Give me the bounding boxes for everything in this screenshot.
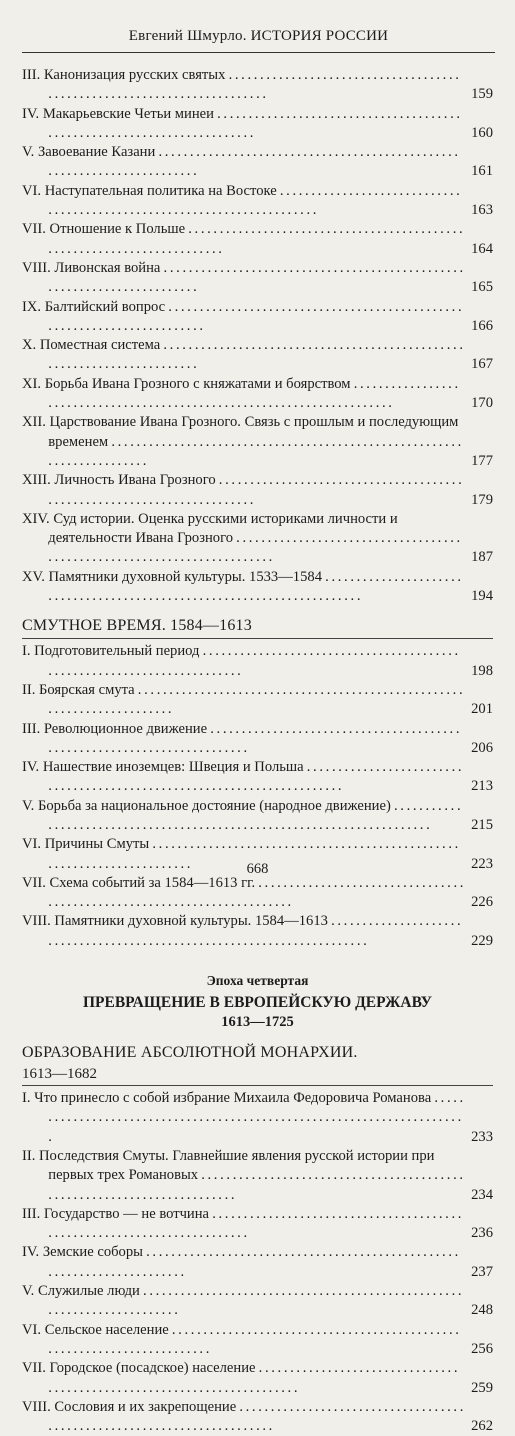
table-of-contents [22,66,493,1436]
toc-entry-page: 163 [468,201,493,220]
toc-entry [22,1359,493,1398]
toc-entry-page: 201 [468,700,493,719]
toc-entry-page: 187 [468,548,493,567]
toc-entry-title: VI. Сельское население . . . [22,1321,493,1360]
toc-entry-page: 179 [468,491,493,510]
section-heading-years: 1613—1682 [22,1065,493,1086]
toc-entry [22,1282,493,1321]
page-number: 668 [246,861,269,877]
toc-entry-title: VI. Причины Смуты . . . [22,835,493,874]
toc-entry [22,1321,493,1360]
toc-entry [22,1205,493,1244]
toc-entry [22,758,493,797]
toc-entry-title: V. Служилые люди . . . [22,1282,493,1321]
toc-entry-page: 159 [468,85,493,104]
toc-entry [22,182,493,221]
toc-entry-page: 237 [468,1263,493,1282]
toc-entry [22,510,493,568]
toc-entry [22,1398,493,1436]
toc-entry-title: IX. Балтийский вопрос . . . [22,298,493,337]
toc-entry-title: I. Подготовительный период . . . [22,642,493,681]
section-heading-smuta: СМУТНОЕ ВРЕМЯ. 1584—1613 [22,616,493,639]
toc-entry-title: III. Канонизация русских святых . . . [22,66,493,105]
toc-group-absolutism [22,1089,493,1436]
toc-entry [22,568,493,607]
toc-entry-page: 213 [468,777,493,796]
epoch-years: 1613—1725 [221,1014,294,1031]
toc-entry-page: 165 [468,278,493,297]
toc-entry-page: 167 [468,355,493,374]
toc-entry [22,298,493,337]
toc-entry-page: 161 [468,162,493,181]
toc-entry-title: XIII. Личность Ивана Грозного . . . [22,471,493,510]
toc-entry-page: 166 [468,317,493,336]
toc-entry-title: VII. Схема событий за 1584—1613 гг. . . . [22,874,493,913]
toc-group-ivan-grozny [22,66,493,606]
toc-entry-page: 262 [468,1417,493,1436]
toc-entry-title: XV. Памятники духовной культуры. 1533—1584 . . . [22,568,493,607]
toc-entry-title: XIV. Суд истории. Оценка русскими историками личности и деятельности Ивана Грозного . . . [22,510,493,568]
toc-entry [22,66,493,105]
toc-entry-page: 164 [468,240,493,259]
toc-entry-page: 215 [468,816,493,835]
toc-entry [22,797,493,836]
toc-entry-title: XI. Борьба Ивана Грозного с княжатами и боярством . . . [22,375,493,414]
section-heading-absolutism: ОБРАЗОВАНИЕ АБСОЛЮТНОЙ МОНАРХИИ. [22,1044,358,1062]
toc-entry [22,105,493,144]
toc-entry [22,259,493,298]
epoch-label: Эпоха четвертая [206,973,309,989]
toc-entry-page: 256 [468,1340,493,1359]
toc-entry-page: 236 [468,1224,493,1243]
toc-entry-title: III. Государство — не вотчина . . . [22,1205,493,1244]
toc-entry [22,1243,493,1282]
toc-entry [22,471,493,510]
toc-entry-page: 226 [468,893,493,912]
toc-entry-title: I. Что принесло с собой избрание Михаила Федоровича Романова . . . [22,1089,493,1147]
toc-entry [22,1089,493,1147]
toc-entry [22,413,493,471]
toc-entry-title: VII. Городское (посадское) население . . . [22,1359,493,1398]
toc-entry-title: VIII. Ливонская война . . . [22,259,493,298]
toc-entry-title: IV. Макарьевские Четьи минеи . . . [22,105,493,144]
running-head: Евгений Шмурло. ИСТОРИЯ РОССИИ [128,28,389,44]
toc-entry-page: 248 [468,1301,493,1320]
toc-entry-page: 198 [468,662,493,681]
toc-entry-page: 259 [468,1379,493,1398]
toc-entry-title: V. Борьба за национальное достояние (народное движение) . . . [22,797,493,836]
toc-entry [22,143,493,182]
toc-entry-page: 160 [468,124,493,143]
toc-entry-title: IV. Земские соборы . . . [22,1243,493,1282]
toc-entry [22,642,493,681]
toc-entry [22,375,493,414]
toc-entry-title: VIII. Памятники духовной культуры. 1584—1613 . . . [22,912,493,951]
toc-group-smuta [22,642,493,951]
toc-entry-title: II. Боярская смута . . . [22,681,493,720]
toc-entry-page: 194 [468,587,493,606]
toc-entry-title: IV. Нашествие иноземцев: Швеция и Польша . . . [22,758,493,797]
toc-entry-page: 177 [468,452,493,471]
toc-entry-page: 234 [468,1186,493,1205]
toc-entry-title: II. Последствия Смуты. Главнейшие явления русской истории при первых трех Романовых . . . [22,1147,493,1205]
toc-entry-page: 170 [468,394,493,413]
toc-entry-title: V. Завоевание Казани . . . [22,143,493,182]
toc-entry [22,1147,493,1205]
toc-entry [22,720,493,759]
toc-entry-title: XII. Царствование Ивана Грозного. Связь с прошлым и последующим временем . . . [22,413,493,471]
toc-entry [22,336,493,375]
toc-entry [22,681,493,720]
epoch-title: ПРЕВРАЩЕНИЕ В ЕВРОПЕЙСКУЮ ДЕРЖАВУ [82,994,433,1012]
toc-entry-page: 229 [468,932,493,951]
header-rule [22,52,495,53]
toc-entry-title: VII. Отношение к Польше . . . [22,220,493,259]
toc-entry [22,874,493,913]
toc-entry [22,912,493,951]
toc-entry-page: 233 [468,1128,493,1147]
toc-entry [22,220,493,259]
toc-entry-page: 206 [468,739,493,758]
toc-entry-page: 223 [468,855,493,874]
toc-entry-title: VI. Наступательная политика на Востоке . . . [22,182,493,221]
toc-entry-title: X. Поместная система . . . [22,336,493,375]
toc-entry-title: III. Революционное движение . . . [22,720,493,759]
toc-entry-title: VIII. Сословия и их закрепощение . . . [22,1398,493,1436]
